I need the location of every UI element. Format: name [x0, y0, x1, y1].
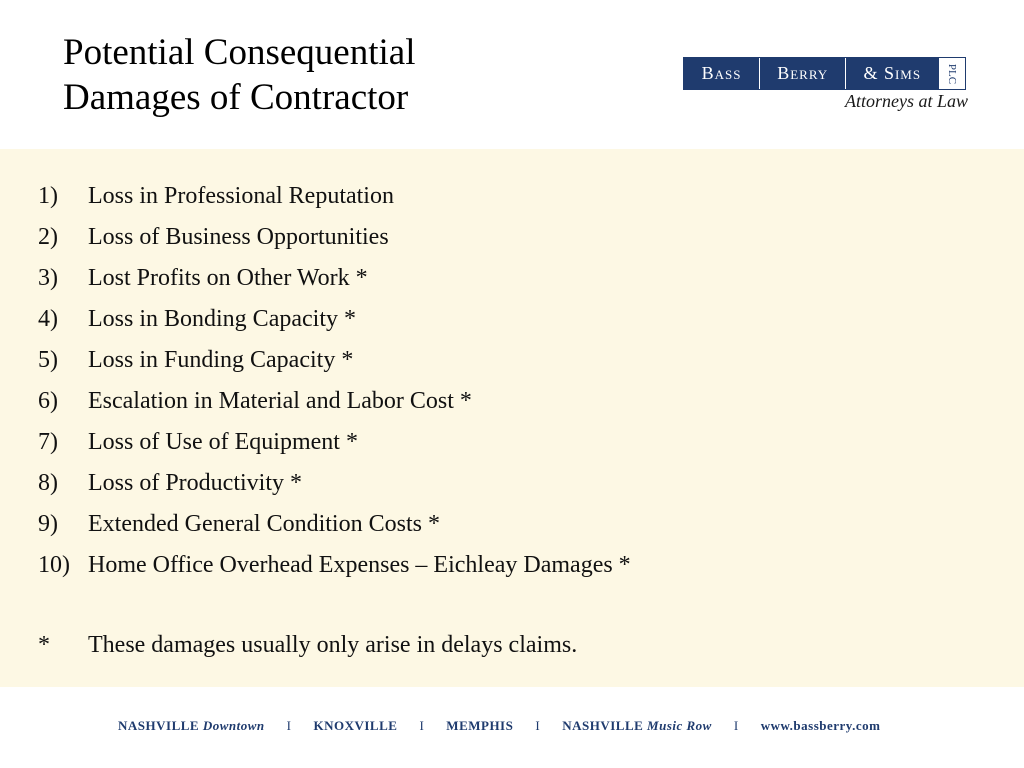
item-number: 7) [38, 429, 58, 455]
item-number: 6) [38, 388, 58, 414]
list-item [38, 463, 631, 504]
list-item [38, 176, 631, 217]
item-number: 4) [38, 306, 58, 332]
logo-word-sims: & Sims [863, 63, 922, 83]
list-item [38, 340, 631, 381]
footnote-marker: * [38, 632, 50, 658]
item-number: 10) [38, 552, 70, 578]
list-item [38, 299, 631, 340]
logo-word-bass: Bass [684, 58, 760, 89]
firm-logo [683, 57, 968, 117]
item-text: Loss of Use of Equipment * [88, 429, 358, 455]
footer-knoxville: KNOXVILLE [313, 718, 398, 733]
item-text: Extended General Condition Costs * [88, 511, 440, 537]
office-footer [118, 718, 880, 734]
logo-plc: PLC [938, 58, 965, 89]
footer-memphis: MEMPHIS [446, 718, 514, 733]
slide-title-line-2: Damages of Contractor [63, 77, 409, 118]
footer-nashville-music-row: NASHVILLE Music Row [562, 718, 712, 733]
item-text: Loss in Professional Reputation [88, 183, 394, 209]
footer-separator: I [733, 718, 739, 733]
list-item [38, 381, 631, 422]
item-text: Lost Profits on Other Work * [88, 265, 368, 291]
item-text: Escalation in Material and Labor Cost * [88, 388, 472, 414]
item-text: Loss of Business Opportunities [88, 224, 389, 250]
item-number: 1) [38, 183, 58, 209]
item-text: Loss of Productivity * [88, 470, 302, 496]
content-panel [0, 149, 1024, 687]
logo-word-berry: Berry [760, 58, 846, 89]
item-number: 5) [38, 347, 58, 373]
item-number: 9) [38, 511, 58, 537]
footer-nashville-downtown: NASHVILLE Downtown [118, 718, 265, 733]
footnote [38, 625, 577, 666]
footer-separator: I [419, 718, 425, 733]
slide-title [63, 30, 415, 120]
list-item [38, 422, 631, 463]
item-text: Home Office Overhead Expenses – Eichleay Damages * [88, 552, 631, 578]
footer-website-link[interactable]: www.bassberry.com [760, 718, 881, 733]
item-number: 2) [38, 224, 58, 250]
item-number: 3) [38, 265, 58, 291]
item-number: 8) [38, 470, 58, 496]
item-text: Loss in Bonding Capacity * [88, 306, 356, 332]
footer-separator: I [535, 718, 541, 733]
list-item [38, 217, 631, 258]
logo-tagline: Attorneys at Law [844, 91, 968, 111]
list-item [38, 545, 631, 586]
damages-list [38, 176, 631, 586]
footnote-text: These damages usually only arise in delays claims. [88, 632, 578, 658]
footer-separator: I [286, 718, 292, 733]
list-item [38, 504, 631, 545]
logo-bar [683, 57, 966, 90]
item-text: Loss in Funding Capacity * [88, 347, 354, 373]
slide-title-line-1: Potential Consequential [63, 32, 416, 73]
list-item [38, 258, 631, 299]
